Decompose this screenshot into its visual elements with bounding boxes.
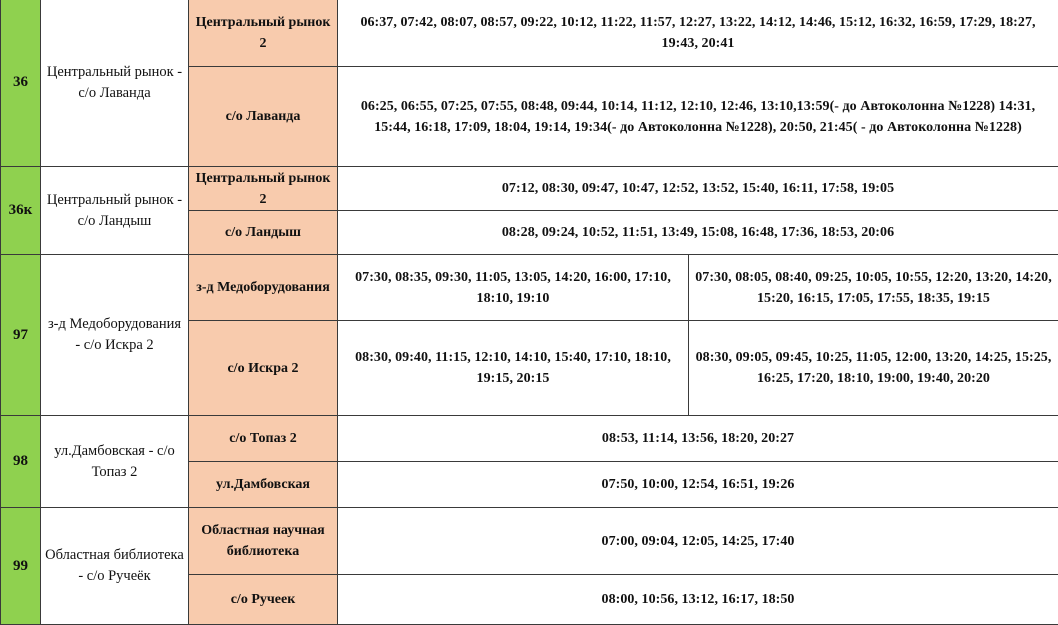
departure-times-weekend: 08:30, 09:05, 09:45, 10:25, 11:05, 12:00, 13:20, 14:25, 15:25, 16:25, 17:20, 18:10, 19:00, 19:40, 20:20 (689, 321, 1058, 416)
departure-times: 07:50, 10:00, 12:54, 16:51, 19:26 (338, 462, 1058, 508)
stop-name: с/о Искра 2 (189, 321, 338, 416)
departure-times-weekday: 07:30, 08:35, 09:30, 11:05, 13:05, 14:20, 16:00, 17:10, 18:10, 19:10 (338, 255, 689, 321)
route-number: 99 (1, 508, 41, 625)
stop-name: с/о Лаванда (189, 67, 338, 167)
departure-times: 06:37, 07:42, 08:07, 08:57, 09:22, 10:12, 11:22, 11:57, 12:27, 13:22, 14:12, 14:46, 15:12, 16:32, 16:59, 17:29, 18:27, 19:43, 20:41 (338, 0, 1058, 67)
route-number: 36к (1, 167, 41, 255)
departure-times: 08:28, 09:24, 10:52, 11:51, 13:49, 15:08, 16:48, 17:36, 18:53, 20:06 (338, 211, 1058, 255)
route-number: 97 (1, 255, 41, 416)
route-name: Областная библиотека - с/о Ручеёк (41, 508, 189, 625)
stop-name: ул.Дамбовская (189, 462, 338, 508)
table-row (1, 0, 1058, 67)
stop-name: Областная научная библиотека (189, 508, 338, 575)
route-name: ул.Дамбовская - с/о Топаз 2 (41, 416, 189, 508)
departure-times: 07:12, 08:30, 09:47, 10:47, 12:52, 13:52, 15:40, 16:11, 17:58, 19:05 (338, 167, 1058, 211)
table-row (1, 255, 1058, 321)
table-row (1, 416, 1058, 462)
stop-name: з-д Медоборудования (189, 255, 338, 321)
route-number: 36 (1, 0, 41, 167)
table-row (1, 508, 1058, 575)
departure-times: 07:00, 09:04, 12:05, 14:25, 17:40 (338, 508, 1058, 575)
stop-name: с/о Топаз 2 (189, 416, 338, 462)
stop-name: с/о Ручеек (189, 575, 338, 625)
departure-times: 08:53, 11:14, 13:56, 18:20, 20:27 (338, 416, 1058, 462)
stop-name: Центральный рынок 2 (189, 0, 338, 67)
route-number: 98 (1, 416, 41, 508)
stop-name: Центральный рынок 2 (189, 167, 338, 211)
route-name: Центральный рынок - с/о Лаванда (41, 0, 189, 167)
departure-times-weekday: 08:30, 09:40, 11:15, 12:10, 14:10, 15:40, 17:10, 18:10, 19:15, 20:15 (338, 321, 689, 416)
departure-times: 06:25, 06:55, 07:25, 07:55, 08:48, 09:44, 10:14, 11:12, 12:10, 12:46, 13:10,13:59(- до Автоколонна №1228) 14:31, 15:44, 16:18, 17:09, 18:04, 19:14, 19:34(- до Автоколонна №1228), 20:50, 21:45( - до Автоколонна №1228) (338, 67, 1058, 167)
route-name: Центральный рынок - с/о Ландыш (41, 167, 189, 255)
route-name: з-д Медоборудования - с/о Искра 2 (41, 255, 189, 416)
departure-times: 08:00, 10:56, 13:12, 16:17, 18:50 (338, 575, 1058, 625)
departure-times-weekend: 07:30, 08:05, 08:40, 09:25, 10:05, 10:55, 12:20, 13:20, 14:20, 15:20, 16:15, 17:05, 17:55, 18:35, 19:15 (689, 255, 1058, 321)
stop-name: с/о Ландыш (189, 211, 338, 255)
table-row (1, 167, 1058, 211)
